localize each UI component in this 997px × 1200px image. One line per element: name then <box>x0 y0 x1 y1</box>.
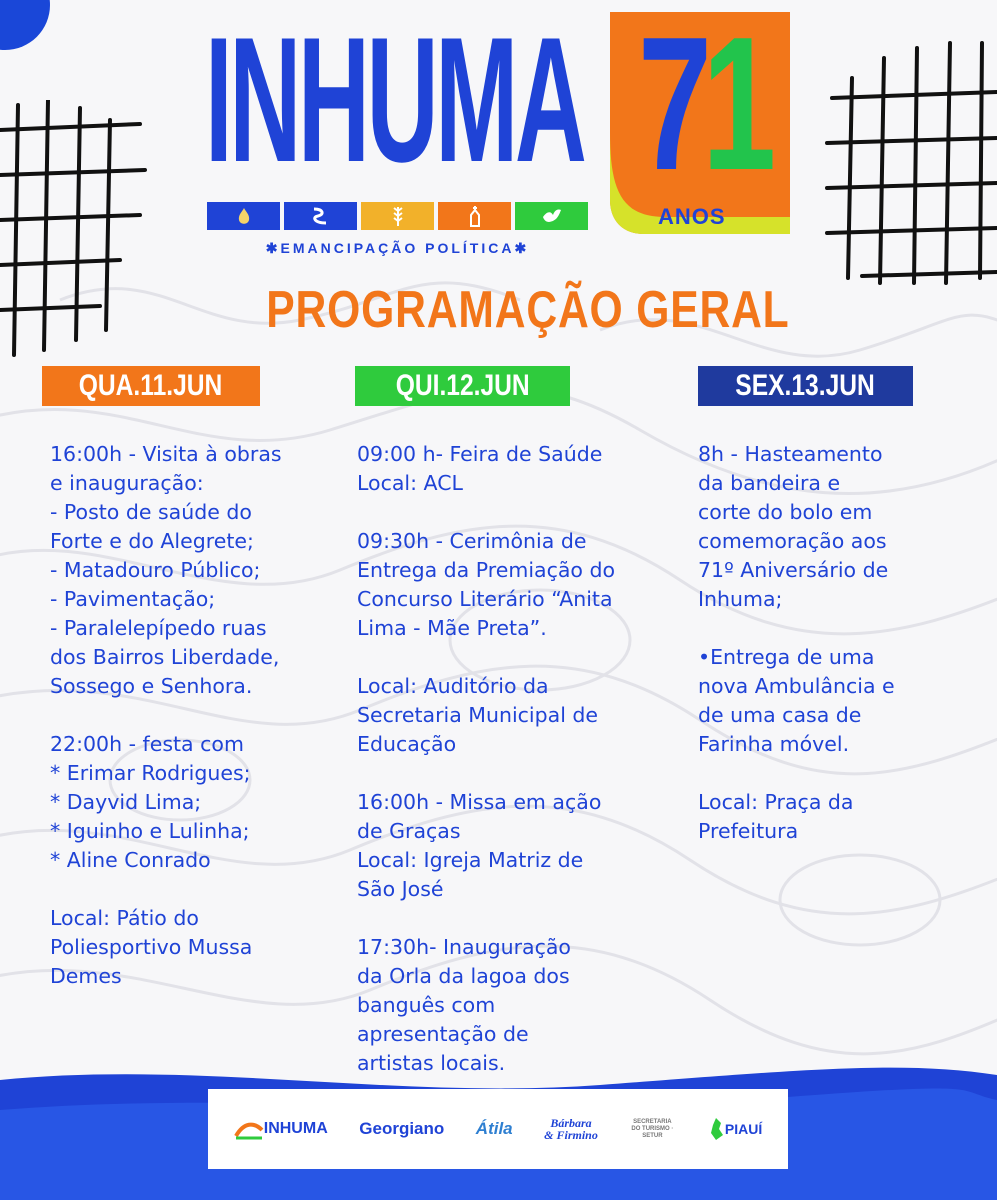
schedule-line: Concurso Literário “Anita <box>357 587 613 611</box>
schedule-line: Poliesportivo Mussa <box>50 935 253 959</box>
wheat-icon <box>361 202 434 230</box>
logo-secretaria-text: SECRETARIA DO TURISMO · SETUR <box>631 1118 674 1139</box>
schedule-line: 17:30h- Inauguração <box>357 935 571 959</box>
schedule-line: - Pavimentação; <box>50 587 216 611</box>
main-title: INHUMA <box>205 0 584 199</box>
schedule-line: * Erimar Rodrigues; <box>50 761 251 785</box>
piaui-map-icon <box>707 1117 725 1141</box>
schedule-line: - Paralelepípedo ruas <box>50 616 267 640</box>
schedule-line: 8h - Hasteamento <box>698 442 883 466</box>
pear-icon <box>207 202 280 230</box>
schedule-line: da bandeira e <box>698 471 841 495</box>
logo-barbara-line1: Bárbara <box>550 1116 592 1130</box>
block-spacer <box>50 701 330 730</box>
schedule-line: dos Bairros Liberdade, <box>50 645 280 669</box>
schedule-line: * Dayvid Lima; <box>50 790 202 814</box>
schedule-line: nova Ambulância e <box>698 674 895 698</box>
schedule-column-friday <box>698 440 958 846</box>
logo-atila-text: Átila <box>475 1119 513 1138</box>
schedule-line: Secretaria Municipal de <box>357 703 599 727</box>
schedule-line: * Aline Conrado <box>50 848 211 872</box>
subtitle: ✱EMANCIPAÇÃO POLÍTICA✱ <box>265 240 530 256</box>
schedule-line: Lima - Mãe Preta”. <box>357 616 547 640</box>
schedule-line: comemoração aos <box>698 529 887 553</box>
logo-barbara-firmino <box>544 1117 598 1141</box>
schedule-line: * Iguinho e Lulinha; <box>50 819 250 843</box>
schedule-line: Prefeitura <box>698 819 799 843</box>
river-icon <box>284 202 357 230</box>
badge-digit-seven: 7 <box>638 0 703 210</box>
logo-secretaria-turismo <box>629 1119 675 1140</box>
badge-number <box>638 0 767 210</box>
day-label-friday <box>698 366 913 406</box>
schedule-column-wednesday <box>50 440 330 991</box>
church-icon <box>438 202 511 230</box>
schedule-line: 22:00h - festa com <box>50 732 244 756</box>
schedule-line: da Orla da lagoa dos <box>357 964 570 988</box>
schedule-line: banguês com <box>357 993 496 1017</box>
schedule-line: 16:00h - Visita à obras <box>50 442 282 466</box>
schedule-line: Local: Igreja Matriz de <box>357 848 584 872</box>
schedule-line: - Matadouro Público; <box>50 558 261 582</box>
block-spacer <box>357 904 657 933</box>
badge-label: ANOS <box>658 204 726 229</box>
day-label-text: SEX.13.JUN <box>735 369 876 402</box>
schedule-line: de Graças <box>357 819 461 843</box>
logo-barbara-line2: & Firmino <box>544 1128 598 1142</box>
schedule-line: Inhuma; <box>698 587 783 611</box>
schedule-line: e inauguração: <box>50 471 204 495</box>
logo-atila <box>476 1119 513 1139</box>
logo-piaui <box>707 1117 762 1141</box>
schedule-line: São José <box>357 877 444 901</box>
schedule-line: Local: Pátio do <box>50 906 199 930</box>
sponsor-logos <box>208 1089 788 1169</box>
anniversary-badge <box>610 0 790 234</box>
schedule-line: apresentação de <box>357 1022 529 1046</box>
day-label-wednesday <box>42 366 260 406</box>
schedule-line: Educação <box>357 732 457 756</box>
grid-doodle-right <box>822 38 997 288</box>
day-label-thursday <box>355 366 570 406</box>
logo-inhuma <box>234 1118 328 1140</box>
schedule-line: Entrega da Premiação do <box>357 558 616 582</box>
block-spacer <box>50 875 330 904</box>
schedule-line: 09:30h - Cerimônia de <box>357 529 587 553</box>
block-spacer <box>698 614 958 643</box>
schedule-line: Forte e do Alegrete; <box>50 529 254 553</box>
block-spacer <box>357 498 657 527</box>
schedule-line: Local: Praça da <box>698 790 854 814</box>
schedule-line: de uma casa de <box>698 703 862 727</box>
inhuma-logo-icon <box>234 1118 264 1140</box>
logo-piaui-text: PIAUÍ <box>724 1121 763 1137</box>
program-title: PROGRAMAÇÃO GERAL <box>266 281 790 339</box>
day-label-text: QUA.11.JUN <box>79 369 223 402</box>
schedule-line: - Posto de saúde do <box>50 500 252 524</box>
schedule-line: 09:00 h- Feira de Saúde <box>357 442 603 466</box>
grid-doodle-left <box>0 100 150 360</box>
block-spacer <box>698 759 958 788</box>
schedule-column-thursday <box>357 440 657 1078</box>
schedule-line: 16:00h - Missa em ação <box>357 790 602 814</box>
schedule-line: Local: ACL <box>357 471 463 495</box>
logo-georgiano <box>359 1119 444 1139</box>
icon-strip <box>207 202 588 232</box>
dove-icon <box>515 202 588 230</box>
badge-digit-one: 1 <box>702 0 767 210</box>
logo-georgiano-text: Georgiano <box>359 1119 445 1138</box>
block-spacer <box>357 643 657 672</box>
schedule-line: 71º Aniversário de <box>698 558 889 582</box>
schedule-line: artistas locais. <box>357 1051 506 1075</box>
schedule-line: Local: Auditório da <box>357 674 549 698</box>
schedule-line: Demes <box>50 964 122 988</box>
schedule-line: Farinha móvel. <box>698 732 850 756</box>
block-spacer <box>357 759 657 788</box>
schedule-line: Sossego e Senhora. <box>50 674 253 698</box>
day-label-text: QUI.12.JUN <box>395 369 530 402</box>
schedule-line: corte do bolo em <box>698 500 873 524</box>
schedule-line: •Entrega de uma <box>698 645 875 669</box>
logo-inhuma-text: INHUMA <box>263 1120 328 1137</box>
